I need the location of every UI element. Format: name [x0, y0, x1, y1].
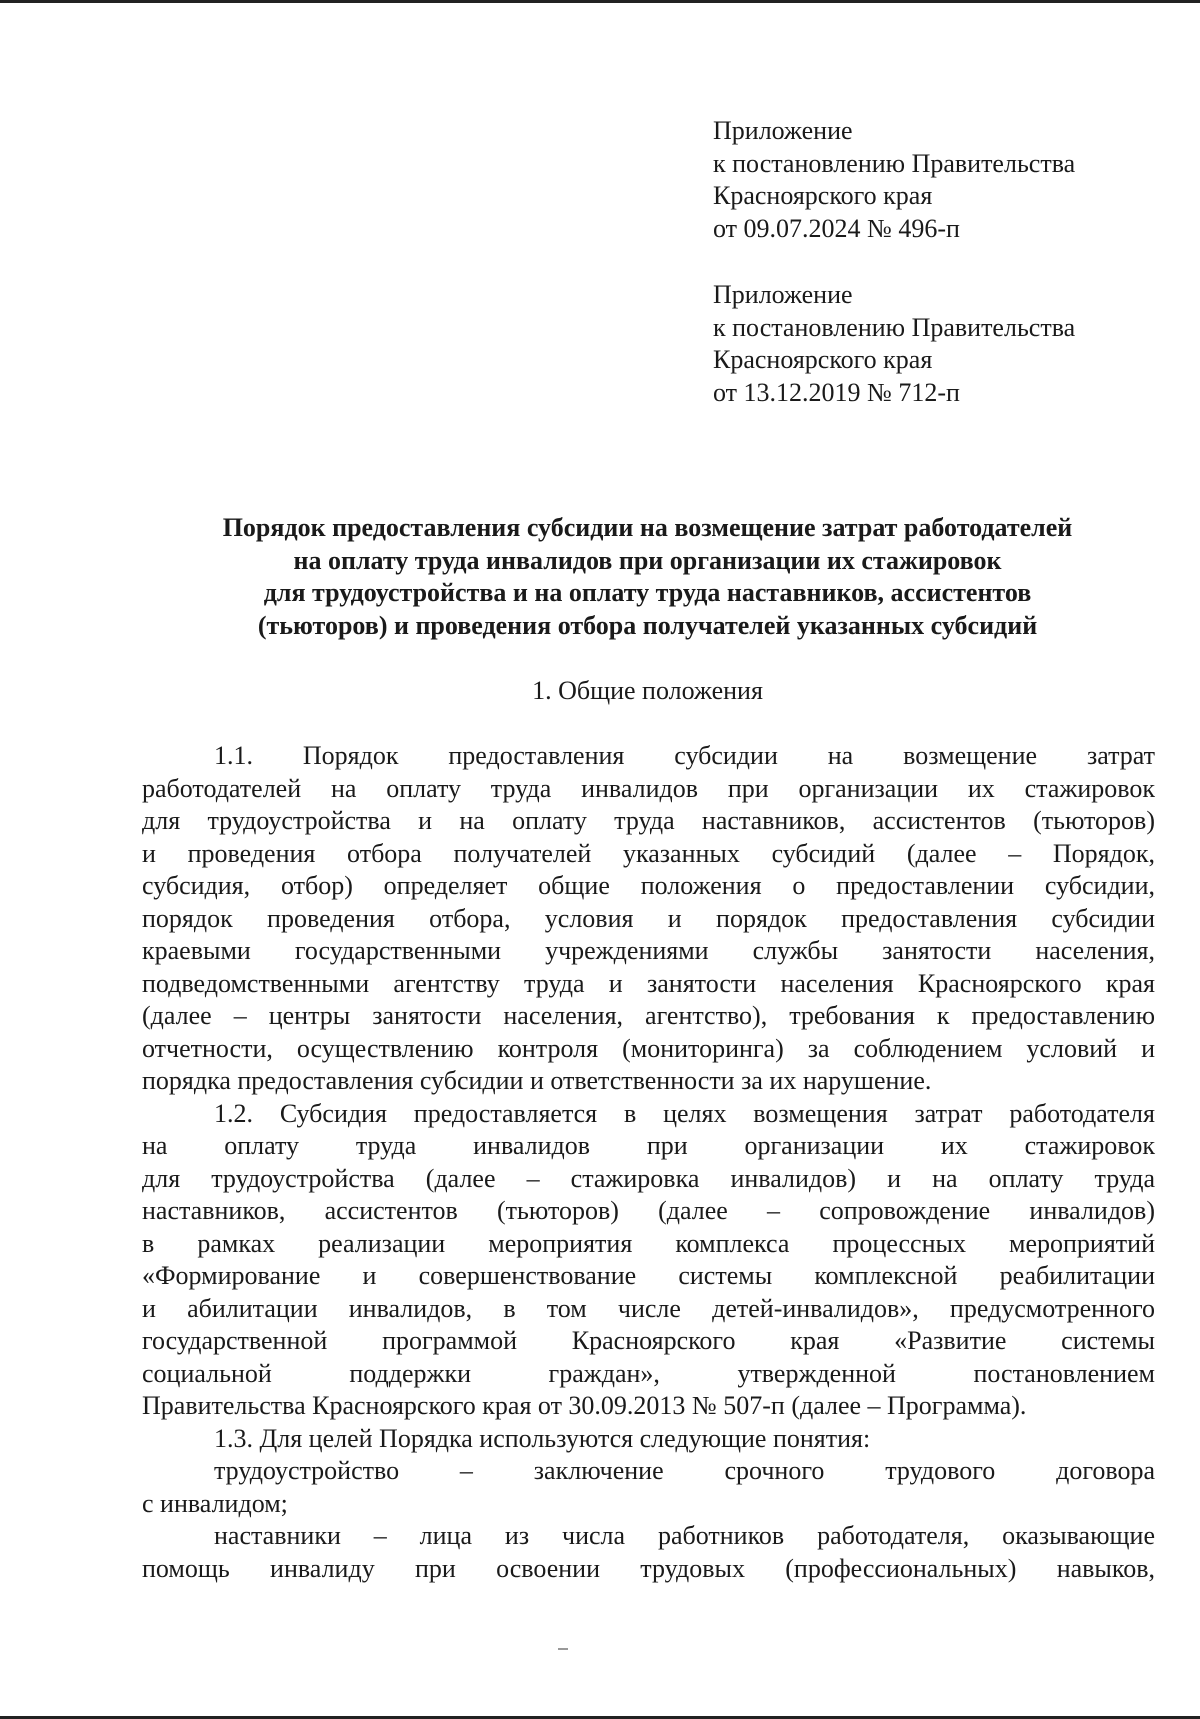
appendix-line: Красноярского края — [713, 181, 933, 210]
paragraph-line: с инвалидом; — [142, 1488, 288, 1518]
scan-border-top — [0, 0, 1200, 3]
body-text — [142, 740, 1155, 1585]
appendix-line: от 13.12.2019 № 712-п — [713, 377, 960, 407]
title-line: для трудоустройства и на оплату труда наставников, ассистентов — [263, 578, 1032, 607]
paragraph-line: 1.1. Порядок предоставления субсидии на возмещение затрат — [214, 741, 1155, 770]
section-heading: 1. Общие положения — [532, 676, 763, 705]
paragraph-line: в рамках реализации мероприятия комплекса процессных мероприятий — [142, 1228, 1155, 1258]
paragraph-line: 1.2. Субсидия предоставляется в целях возмещения затрат работодателя — [214, 1098, 1155, 1128]
paragraph-line: (далее – центры занятости населения, агентство), требования к предоставлению — [142, 1001, 1155, 1030]
paragraph-line: Правительства Красноярского края от 30.09.2013 № 507-п (далее – Программа). — [142, 1391, 1027, 1420]
appendix-line: от 09.07.2024 № 496-п — [713, 213, 960, 243]
paragraph-line: трудоустройство – заключение срочного трудового договора — [214, 1456, 1155, 1485]
paragraph-line: на оплату труда инвалидов при организации их стажировок — [142, 1131, 1155, 1160]
appendix-line: Приложение — [713, 116, 853, 145]
title-line: на оплату труда инвалидов при организации их стажировок — [293, 545, 1002, 575]
paragraph-line: порядок проведения отбора, условия и порядок предоставления субсидии — [142, 903, 1155, 933]
paragraph-line: для трудоустройства (далее – стажировка инвалидов) и на оплату труда — [142, 1163, 1155, 1193]
paragraph-line: и проведения отбора получателей указанных субсидий (далее – Порядок, — [142, 838, 1155, 868]
appendix-line: к постановлению Правительства — [713, 312, 1076, 342]
paragraph-line: помощь инвалиду при освоении трудовых (профессиональных) навыков, — [142, 1553, 1155, 1583]
paragraph-line: подведомственными агентству труда и занятости населения Красноярского края — [142, 968, 1155, 998]
paragraph-line: социальной поддержки граждан», утвержденной постановлением — [142, 1358, 1155, 1388]
paragraph-line: государственной программой Красноярского края «Развитие системы — [142, 1326, 1155, 1355]
paragraph-line: краевыми государственными учреждениями службы занятости населения, — [142, 936, 1155, 965]
paragraph-line: 1.3. Для целей Порядка используются следующие понятия: — [214, 1423, 871, 1453]
appendix-block-original — [713, 279, 1075, 409]
paragraph-line: для трудоустройства и на оплату труда наставников, ассистентов (тьюторов) — [142, 806, 1155, 835]
appendix-block-current — [713, 115, 1075, 245]
paragraph-line: «Формирование и совершенствование системы комплексной реабилитации — [142, 1261, 1155, 1290]
appendix-line: к постановлению Правительства — [713, 148, 1076, 178]
paragraph-line: отчетности, осуществлению контроля (мониторинга) за соблюдением условий и — [142, 1033, 1155, 1063]
scan-mark — [558, 1648, 568, 1650]
paragraph-line: порядка предоставления субсидии и ответственности за их нарушение. — [142, 1066, 932, 1095]
title-line: Порядок предоставления субсидии на возмещение затрат работодателей — [222, 513, 1073, 542]
appendix-line: Красноярского края — [713, 345, 933, 374]
paragraph-line: работодателей на оплату труда инвалидов при организации их стажировок — [142, 773, 1155, 803]
document-title — [140, 512, 1155, 642]
paragraph-line: наставников, ассистентов (тьюторов) (далее – сопровождение инвалидов) — [142, 1196, 1155, 1225]
appendix-line: Приложение — [713, 280, 853, 309]
title-line: (тьюторов) и проведения отбора получателей указанных субсидий — [257, 610, 1038, 640]
paragraph-line: наставники – лица из числа работников работодателя, оказывающие — [214, 1521, 1155, 1550]
paragraph-line: субсидия, отбор) определяет общие положения о предоставлении субсидии, — [142, 871, 1155, 900]
paragraph-line: и абилитации инвалидов, в том числе детей-инвалидов», предусмотренного — [142, 1293, 1155, 1323]
